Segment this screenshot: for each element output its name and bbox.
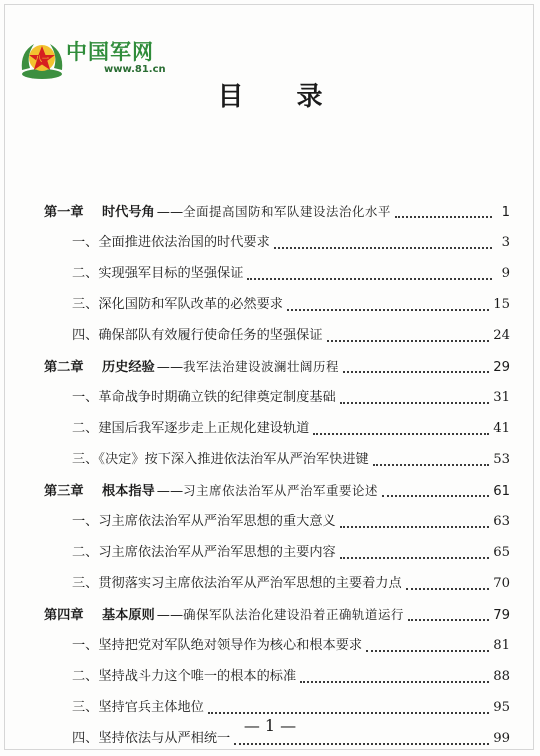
leader-dots bbox=[340, 526, 489, 528]
leader-dots bbox=[343, 371, 489, 373]
toc-section[interactable] bbox=[44, 661, 510, 692]
chapter-dash: —— bbox=[156, 205, 184, 220]
page-number: 70 bbox=[493, 576, 510, 591]
leader-dots bbox=[395, 216, 492, 218]
section-label: 四、确保部队有效履行使命任务的坚强保证 bbox=[72, 328, 323, 343]
section-label: 二、坚持战斗力这个唯一的根本的标准 bbox=[72, 669, 297, 684]
page-number: 24 bbox=[493, 328, 510, 343]
toc-chapter-2[interactable] bbox=[44, 351, 510, 382]
leader-dots bbox=[406, 588, 490, 590]
page-number: 61 bbox=[493, 484, 510, 499]
page-number: 41 bbox=[493, 421, 510, 436]
section-label: 二、习主席依法治军从严治军思想的主要内容 bbox=[72, 545, 336, 560]
chapter-number: 第一章 bbox=[44, 205, 84, 220]
toc-section[interactable] bbox=[44, 568, 510, 599]
chapter-dash: —— bbox=[156, 360, 184, 375]
chapter-subtitle: 全面提高国防和军队建设法治化水平 bbox=[183, 204, 391, 219]
leader-dots bbox=[373, 464, 490, 466]
page-number: 88 bbox=[493, 669, 510, 684]
leader-dots bbox=[340, 557, 489, 559]
table-of-contents bbox=[44, 196, 510, 754]
logo-site-name: 中国军网 bbox=[66, 40, 154, 64]
section-label: 二、建国后我军逐步走上正规化建设轨道 bbox=[72, 421, 310, 436]
toc-section[interactable] bbox=[44, 506, 510, 537]
page-number: 9 bbox=[501, 266, 510, 281]
page-number: 99 bbox=[493, 731, 510, 746]
chapter-dash: —— bbox=[156, 484, 184, 499]
page-number: 79 bbox=[493, 608, 510, 623]
section-label: 三、深化国防和军队改革的必然要求 bbox=[72, 297, 283, 312]
leader-dots bbox=[408, 619, 489, 621]
svg-text:八一: 八一 bbox=[35, 55, 49, 63]
chapter-subtitle: 习主席依法治军从严治军重要论述 bbox=[183, 483, 378, 498]
toc-chapter-1[interactable] bbox=[44, 196, 510, 227]
chapter-title: 历史经验 bbox=[102, 360, 155, 375]
toc-section[interactable] bbox=[44, 630, 510, 661]
page-number: 53 bbox=[493, 452, 510, 467]
chapter-title: 根本指导 bbox=[102, 484, 155, 499]
toc-chapter-3[interactable] bbox=[44, 475, 510, 506]
toc-section[interactable] bbox=[44, 537, 510, 568]
leader-dots bbox=[313, 433, 489, 435]
chapter-number: 第三章 bbox=[44, 484, 84, 499]
section-label: 三、坚持官兵主体地位 bbox=[72, 700, 204, 715]
logo-url: www.81.cn bbox=[104, 64, 166, 75]
page-number: 29 bbox=[493, 360, 510, 375]
chapter-dash: —— bbox=[156, 608, 184, 623]
leader-dots bbox=[327, 340, 490, 342]
section-label: 三、《决定》按下深入推进依法治军从严治军快进键 bbox=[72, 452, 369, 467]
page-title: 目 录 bbox=[217, 82, 345, 112]
page-number: 65 bbox=[493, 545, 510, 560]
page-number: 81 bbox=[493, 638, 510, 653]
chapter-subtitle: 我军法治建设波澜壮阔历程 bbox=[183, 359, 340, 374]
leader-dots bbox=[234, 743, 489, 745]
toc-section[interactable] bbox=[44, 413, 510, 444]
chapter-number: 第四章 bbox=[44, 608, 84, 623]
toc-chapter-4[interactable] bbox=[44, 599, 510, 630]
toc-section[interactable] bbox=[44, 258, 510, 289]
army-emblem-icon bbox=[16, 30, 68, 82]
toc-section[interactable] bbox=[44, 444, 510, 475]
page-number: 31 bbox=[493, 390, 510, 405]
leader-dots bbox=[274, 247, 492, 249]
section-label: 四、坚持依法与从严相统一 bbox=[72, 731, 231, 746]
leader-dots bbox=[300, 681, 489, 683]
page-number: 1 bbox=[501, 205, 510, 220]
section-label: 三、贯彻落实习主席依法治军从严治军思想的主要着力点 bbox=[72, 576, 402, 591]
page-number: 95 bbox=[493, 700, 510, 715]
footer-page-number: — 1 — bbox=[243, 716, 297, 735]
page-number: 63 bbox=[493, 514, 510, 529]
leader-dots bbox=[247, 278, 492, 280]
toc-section[interactable] bbox=[44, 320, 510, 351]
leader-dots bbox=[208, 712, 489, 714]
chapter-number: 第二章 bbox=[44, 360, 84, 375]
chapter-title: 时代号角 bbox=[102, 205, 155, 220]
section-label: 二、实现强军目标的坚强保证 bbox=[72, 266, 244, 281]
toc-section[interactable] bbox=[44, 382, 510, 413]
section-label: 一、习主席依法治军从严治军思想的重大意义 bbox=[72, 514, 336, 529]
chapter-title: 基本原则 bbox=[102, 608, 155, 623]
leader-dots bbox=[287, 309, 489, 311]
leader-dots bbox=[340, 402, 489, 404]
leader-dots bbox=[366, 650, 489, 652]
section-label: 一、革命战争时期确立铁的纪律奠定制度基础 bbox=[72, 390, 336, 405]
toc-section[interactable] bbox=[44, 227, 510, 258]
leader-dots bbox=[382, 495, 489, 497]
section-label: 一、全面推进依法治国的时代要求 bbox=[72, 235, 270, 250]
page-number: 3 bbox=[501, 235, 510, 250]
page-number: 15 bbox=[493, 297, 510, 312]
toc-section[interactable] bbox=[44, 289, 510, 320]
section-label: 一、坚持把党对军队绝对领导作为核心和根本要求 bbox=[72, 638, 363, 653]
chapter-subtitle: 确保军队法治化建设沿着正确轨道运行 bbox=[183, 607, 404, 622]
